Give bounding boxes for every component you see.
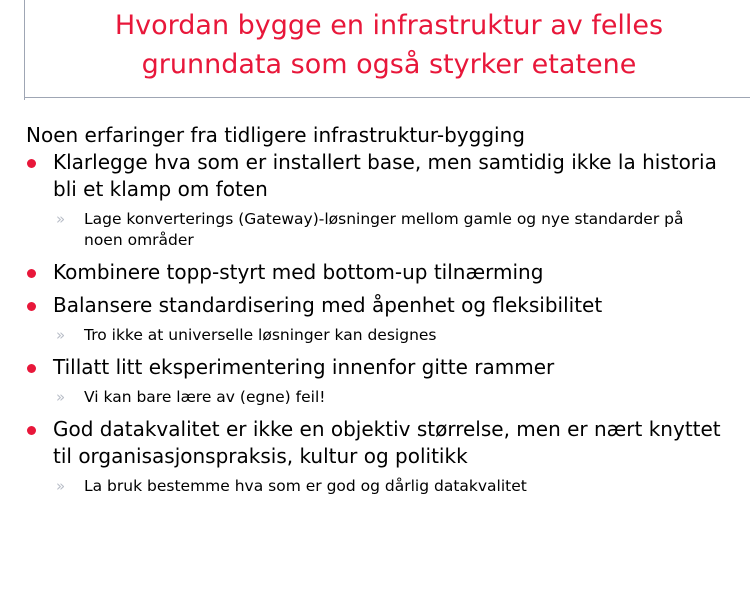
header-vertical-rule (24, 0, 25, 100)
sub-bullet-1-1-text: Lage konverterings (Gateway)-løsninger mellom gamle og nye standarder på noen områder (84, 210, 684, 249)
double-chevron-icon: » (56, 210, 66, 228)
sub-bullet-5-1-text: La bruk bestemme hva som er god og dårlig datakvalitet (84, 477, 527, 495)
bullet-4 (26, 354, 726, 381)
bullet-5 (26, 416, 726, 470)
bullet-2 (26, 259, 726, 286)
bullet-4-text: Tillatt litt eksperimentering innenfor gitte rammer (53, 355, 555, 379)
slide-title (78, 6, 700, 84)
red-dot-icon (27, 364, 36, 373)
red-dot-icon (27, 269, 36, 278)
sub-bullet-3-1 (26, 325, 726, 346)
double-chevron-icon: » (56, 326, 66, 344)
double-chevron-icon: » (56, 388, 66, 406)
bullet-2-text: Kombinere topp-styrt med bottom-up tilnærming (53, 260, 544, 284)
bullet-5-text: God datakvalitet er ikke en objektiv størrelse, men er nært knyttet til organisasjonspraksis, kultur og politikk (53, 417, 721, 468)
red-dot-icon (27, 159, 36, 168)
sub-bullet-3-1-text: Tro ikke at universelle løsninger kan designes (84, 326, 437, 344)
intro-text: Noen erfaringer fra tidligere infrastruktur-bygging (26, 123, 525, 147)
red-dot-icon (27, 426, 36, 435)
header-horizontal-rule (24, 97, 750, 98)
sub-bullet-1-1 (26, 209, 726, 251)
bullet-1 (26, 149, 726, 203)
bullet-3 (26, 292, 726, 319)
double-chevron-icon: » (56, 477, 66, 495)
bullet-1-text: Klarlegge hva som er installert base, men samtidig ikke la historia bli et klamp om foten (53, 150, 717, 201)
title-line-2: grunndata som også styrker etatene (141, 49, 637, 80)
sub-bullet-4-1 (26, 387, 726, 408)
sub-bullet-5-1 (26, 476, 726, 497)
slide-body (26, 122, 726, 497)
title-line-1: Hvordan bygge en infrastruktur av felles (114, 10, 664, 41)
red-dot-icon (27, 302, 36, 311)
bullet-3-text: Balansere standardisering med åpenhet og fleksibilitet (53, 293, 603, 317)
sub-bullet-4-1-text: Vi kan bare lære av (egne) feil! (84, 388, 326, 406)
